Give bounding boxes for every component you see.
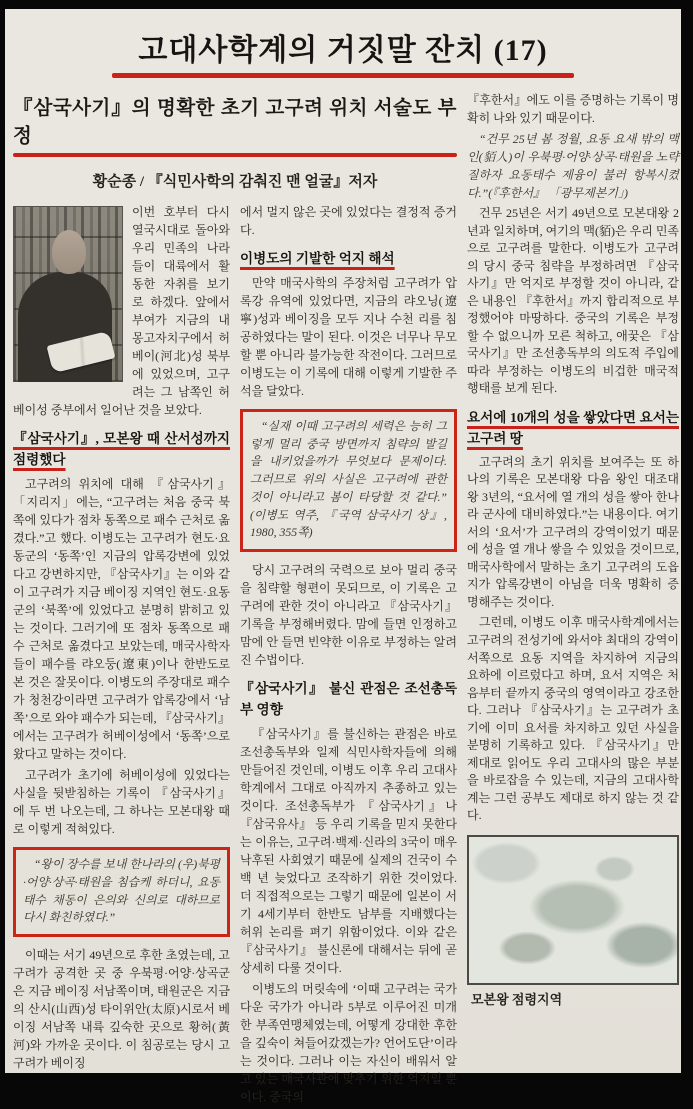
- paragraph: 건무 25년은 서기 49년으로 모본대왕 2년과 일치하며, 여기의 맥(貊)은 우리 민족으로 고구려를 말한다. 이병도가 고구려의 당시 중국 침략을 부정하려면 『삼국사기』만 억지로 부정할 것이 아니라, 같은 내용인 『후한서』까지 합리적으로 부정했어야 마땅하다. 중국의 기록은 부정할 수 없으니까 모른 척하고, 애꿎은 『삼국사기』만 조선총독부의 의도적 주입에 따라 부정하는 이병도의 비겁한 매국적 행태를 보게 된다.: [467, 206, 679, 396]
- paragraph: 고구려가 초기에 허베이성에 있었다는 사실을 뒷받침하는 기록이 『삼국사기』에 두 번 나오는데, 그 하나는 모본대왕 때로 이렇게 적혀있다.: [13, 768, 230, 837]
- section-heading-distrust-viewpoint: 『삼국사기』 불신 관점은 조선총독부 영향: [240, 680, 457, 717]
- subtitle-red-underline: [13, 153, 457, 157]
- section-heading-samguksagi-mobon: 『삼국사기』, 모본왕 때 산서성까지 점령했다: [13, 431, 230, 468]
- article-subtitle: 『삼국사기』의 명확한 초기 고구려 위치 서술도 부정: [13, 98, 457, 147]
- paragraph: 『삼국사기』를 불신하는 관점은 바로 조선총독부와 일제 식민사학자들에 의해 만들어진 것인데, 이병도 이후 우리 고대사학계에서 그대로 아직까지 추종하고 있는 것이다. 조선총독부가 『삼국사기』나 『삼국유사』 등 우리 기록을 믿지 못한다는 이유는, 고구려·백제·신라의 3국이 매우 낙후된 사회였기 때문에 실제의 건국이 수백 년 늦었다고 조작하기 위한 것이었다. 더 직접적으로는 그렇기 때문에 일본이 서기 4세기부터 한반도 남부를 지배했다는 허위 논리를 펴기 위함이었다. 이와 같은 『삼국사기』 불신론에 대해서는 뒤에 곧 상세히 다룰 것이다.: [240, 727, 457, 975]
- intro-text: 이번 호부터 다시 열국시대로 돌아와 우리 민족의 나라들이 대륙에서 활동한 자취를 보기로 하겠다. 앞에서 부여가 지금의 내몽고자치구에서 허베이(河北)성 북부에 있었으며, 고구려는 그 남쪽인 허베이성 중부에서 일어난 것을 보았다.: [13, 205, 230, 417]
- paragraph: 고구려의 위치에 대해 『삼국사기』 「지리지」에는, “고구려는 처음 중국 북쪽에 있다가 점차 동쪽으로 패수 근처로 옮겼다.”고 했다. 이병도는 고구려가 현도·요동군의 ‘동쪽’인 지금의 압록강변에 있었다고 강변하지만, 『삼국사기』는 이와 같이 고구려가 지금 베이징 지역인 현도·요동군의 ‘북쪽’에 있었다고 분명히 밝히고 있는 것이다. 그러기에 또 점차 동쪽으로 패수 근처로 옮겼다고 보았는데, 매국사학자들이 패수를 랴오둥(遼東)이나 한반도로 본 것은 잘못이다. 이병도의 주장대로 패수가 청천강이라면 고구려가 압록강에서 ‘남쪽’으로 와야 패수가 되는데, 『삼국사기』에서는 고구려가 허베이성에서 ‘동쪽’으로 왔다고 말하는 것이다.: [13, 477, 230, 762]
- column-1: [13, 203, 230, 1109]
- quote-hou-hanshu: “건무 25년 봄 정월, 요동 요새 밖의 맥인(貊人)이 우북평·어양·상곡·태원을 노략질하자 요동태수 제융이 불러 항복시켰다.”(『후한서』 「광무제본기」): [467, 132, 679, 201]
- quote-box-lee-byungdo-annotation: “실재 이때 고구려의 세력은 능히 그렇게 멀리 중국 방면까지 침략의 발길을 내키었을까가 무엇보다 문제이다. 그러므로 위의 사실은 고구려에 관한 것이 아니라고 봄이 타당할 것 같다.” (이병도 역주, 『국역 삼국사기 상』, 1980, 355쪽): [240, 409, 457, 552]
- section-heading-lee-byungdo: 이병도의 기발한 억지 해석: [240, 251, 395, 266]
- article-body: [13, 92, 679, 1109]
- section-heading-yoseo-castles: 요서에 10개의 성을 쌓았다면 요서는 고구려 땅: [467, 409, 679, 446]
- paragraph: 이병도의 머릿속에 ‘이때 고구려는 국가다운 국가가 아니라 5부로 이루어진 미개한 부족연맹체였는데, 어떻게 강대한 후한을 깊숙이 쳐들어갔겠는가? 언어도단’이라는 것이다. 그러나 이는 자신이 배워서 알고 있는 매국사관에 맞추기 위한 억지일 뿐이다. 중국의: [240, 982, 457, 1104]
- paragraph: 당시 고구려의 국력으로 보아 멀리 중국을 침략할 형편이 못되므로, 이 기록은 고구려에 관한 것이 아니라고 『삼국사기』 기록을 부정해버렸다. 맘에 들면 인정하고 맘에 안 들면 빈약한 이유로 부정하는 알려진 수법이다.: [240, 562, 457, 667]
- paragraph: 『후한서』에도 이를 증명하는 기록이 명확히 나와 있기 때문이다.: [467, 93, 679, 125]
- page-title: 고대사학계의 거짓말 잔치 (17): [138, 34, 548, 67]
- map-figure: [467, 835, 679, 1010]
- byline: 황순종 / 『식민사학의 감춰진 맨 얼굴』저자: [92, 174, 378, 190]
- column-2: [240, 203, 457, 1109]
- intro-paragraph: [13, 203, 230, 419]
- left-section: [13, 92, 457, 1109]
- author-photo-head: [52, 230, 86, 274]
- author-photo: [13, 206, 123, 382]
- column-3: [467, 92, 679, 1109]
- paragraph: 에서 멀지 않은 곳에 있었다는 결정적 증거다.: [240, 205, 457, 237]
- paragraph: 그런데, 이병도 이후 매국사학계에서는 고구려의 전성기에 와서야 최대의 강역이 서쪽으로 요동 지역을 차지하여 지금의 요하에 이르렀다고 하며, 요서 지역은 처음부터 끝까지 중국의 영역이라고 강조한다. 그러나 『삼국사기』는 고구려가 초기에 이미 요서를 차지하고 있던 사실을 분명히 기록하고 있다. 『삼국사기』만 제대로 읽어도 우리 고대사의 많은 부분을 바로잡을 수 있는데, 지금의 고대사학계는 그런 공부도 제대로 하지 않는 것 같다.: [467, 615, 679, 823]
- paragraph: 이때는 서기 49년으로 후한 초였는데, 고구려가 공격한 곳 중 우북평·어양·상곡군은 지금 베이징 서남쪽이며, 태원군은 지금의 산시(山西)성 타이위안(太原)시로서 베이징 서남쪽 내륙 깊숙한 곳으로 황허(黃河)와 가까운 곳이다. 이 침공로는 당시 고구려가 베이징: [13, 947, 230, 1070]
- quote-box-samguksagi: “왕이 장수를 보내 한나라의 (우)북평·어양·상곡·태원을 침습케 하더니, 요동태수 채동이 은의와 신의로 대하므로 다시 화친하였다.”: [13, 847, 230, 937]
- newspaper-page: [5, 9, 681, 1104]
- paragraph: 고구려의 초기 위치를 보여주는 또 하나의 기록은 모본대왕 다음 왕인 대조대왕 3년의, “요서에 열 개의 성을 쌓아 한나라 군사에 대비하였다.”는 내용이다. 여기서의 ‘요서’가 고구려의 강역이었기 때문에 성을 열 개나 쌓을 수 있었을 것이므로, 매국사학에서 말하는 초기 고구려의 도읍지가 압록강변이 아님을 더욱 명확히 증명해주는 것이다.: [467, 454, 679, 609]
- title-red-underline: [112, 73, 574, 78]
- map-caption: 모본왕 점령지역: [471, 991, 563, 1007]
- map-image: [467, 835, 679, 985]
- paragraph: 만약 매국사학의 주장처럼 고구려가 압록강 유역에 있었다면, 지금의 랴오닝(遼寧)성과 베이징을 모두 지나 수천 리를 침공하였다는 말이 된다. 이것은 너무나 무모할 뿐 아니라 불가능한 작전이다. 그러므로 이병도는 이 기록에 대해 이렇게 기발한 주석을 달았다.: [240, 276, 457, 399]
